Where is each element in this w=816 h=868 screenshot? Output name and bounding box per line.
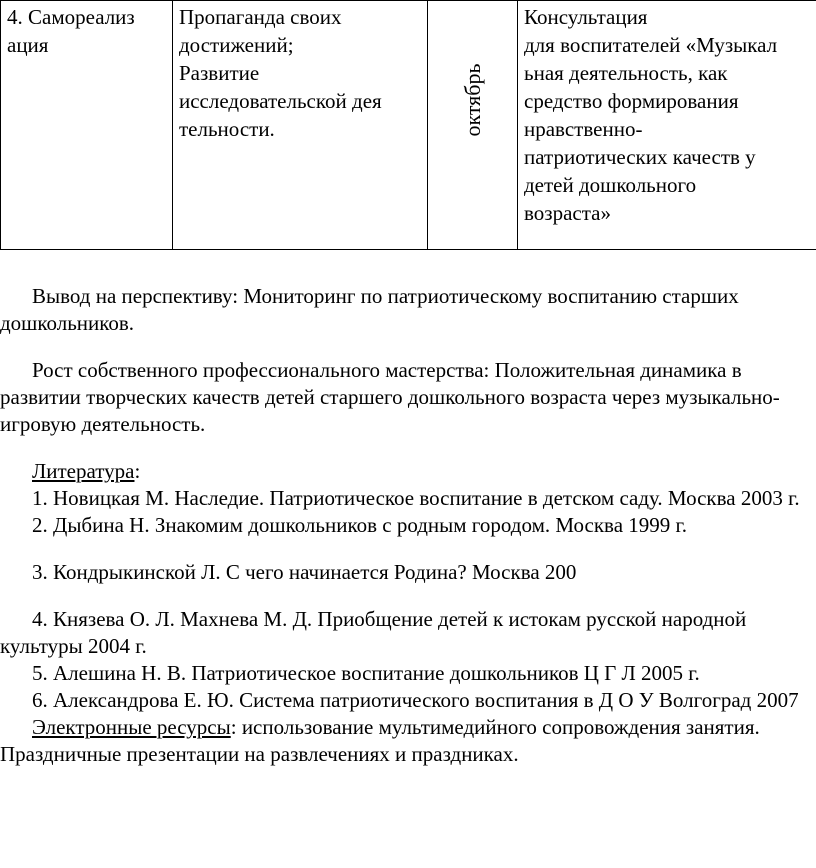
goal-line: Пропаганда своих	[179, 5, 342, 29]
month-cell	[428, 1, 518, 250]
plan-table	[0, 0, 816, 250]
growth-paragraph: Рост собственного профессионального мастерства: Положительная динамика в развитии творческих качеств детей старшего дошкольного возраста через музыкально-игровую деятельность.	[0, 358, 780, 436]
stage-cell	[1, 1, 173, 250]
form-line: для воспитателей «Музыкал	[524, 33, 778, 57]
goal-line: исследовательской дея	[179, 89, 382, 113]
form-line: ьная деятельность, как	[524, 61, 728, 85]
literature-item: 2. Дыбина Н. Знакомим дошкольников с родным городом. Москва 1999 г.	[32, 513, 688, 537]
literature-item: 1. Новицкая М. Наследие. Патриотическое воспитание в детском саду. Москва 2003 г.	[32, 486, 800, 510]
goal-line: Развитие	[179, 61, 260, 85]
resources-paragraph	[0, 714, 816, 768]
form-line: патриотических качеств у	[524, 145, 756, 169]
literature-item: 6. Александрова Е. Ю. Система патриотического воспитания в Д О У Волгоград 2007	[32, 688, 799, 712]
goal-line: достижений;	[179, 33, 294, 57]
form-line: детей дошкольного	[524, 173, 697, 197]
literature-item: 4. Князева О. Л. Махнева М. Д. Приобщение детей к истокам русской народной культуры 2004 г.	[0, 607, 747, 658]
literature-item: 3. Кондрыкинской Л. С чего начинается Родина? Москва 200	[32, 560, 577, 584]
goal-line: тельности.	[179, 117, 275, 141]
literature-item: 5. Алешина Н. В. Патриотическое воспитание дошкольников Ц Г Л 2005 г.	[32, 661, 700, 685]
form-line: возраста»	[524, 201, 611, 225]
stage-line: 4. Самореализ	[7, 5, 135, 29]
document-body	[0, 283, 816, 768]
table-row	[1, 1, 816, 250]
conclusion-paragraph: Вывод на перспективу: Мониторинг по патриотическому воспитанию старших дошкольников.	[0, 284, 739, 335]
form-line: Консультация	[524, 5, 648, 29]
resources-text: : использование мультимедийного сопровождения занятия. Праздничные презентации на развлечениях и праздниках.	[0, 715, 760, 766]
resources-heading: Электронные ресурсы	[32, 715, 231, 739]
form-line: нравственно-	[524, 117, 643, 141]
form-cell	[518, 1, 816, 250]
stage-line: ация	[7, 33, 49, 57]
month-label: октябрь	[459, 63, 485, 137]
form-line: средство формирования	[524, 89, 739, 113]
literature-heading: Литература	[32, 459, 135, 483]
literature-heading-line: Литература:	[32, 459, 141, 483]
goal-cell	[173, 1, 428, 250]
